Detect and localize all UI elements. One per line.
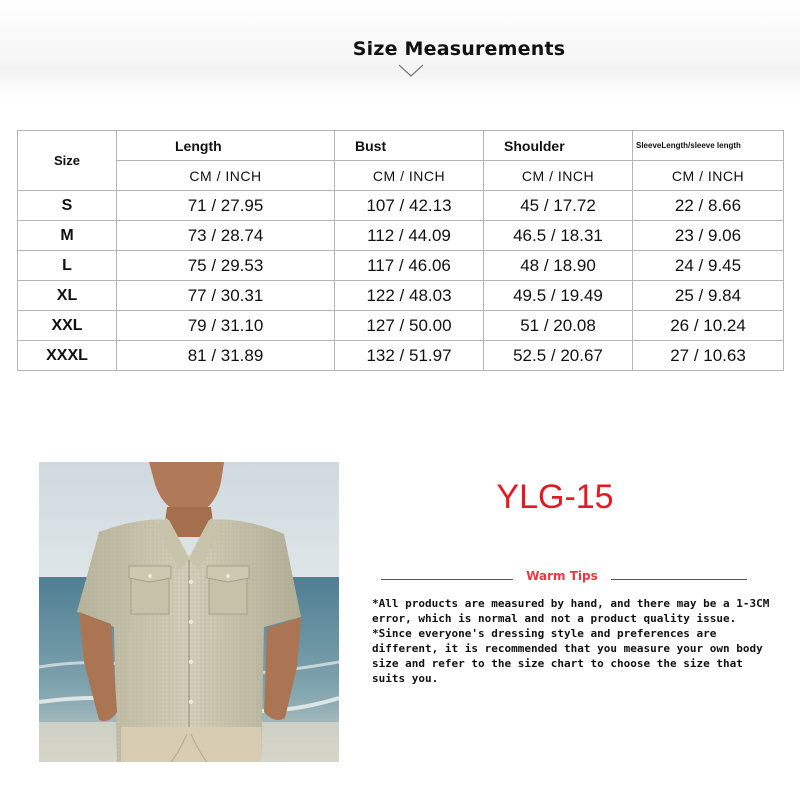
sleeve-cell: 27 / 10.63 <box>633 341 784 371</box>
column-header-bust: Bust <box>335 131 484 161</box>
table-row <box>18 281 784 311</box>
table-row <box>18 191 784 221</box>
sleeve-cell: 22 / 8.66 <box>633 191 784 221</box>
warm-tips-title: Warm Tips <box>526 569 598 583</box>
shoulder-cell: 51 / 20.08 <box>484 311 633 341</box>
chevron-down-icon <box>398 64 424 78</box>
length-cell: 77 / 30.31 <box>117 281 335 311</box>
table-header-row <box>18 131 784 161</box>
sleeve-cell: 26 / 10.24 <box>633 311 784 341</box>
size-header: Size <box>18 131 117 191</box>
size-chart-table <box>17 130 784 371</box>
bust-cell: 107 / 42.13 <box>335 191 484 221</box>
shoulder-cell: 45 / 17.72 <box>484 191 633 221</box>
bust-cell: 127 / 50.00 <box>335 311 484 341</box>
table-row <box>18 251 784 281</box>
unit-label: CM / INCH <box>117 161 335 191</box>
column-header-length: Length <box>117 131 335 161</box>
divider-right <box>611 579 747 580</box>
sleeve-cell: 24 / 9.45 <box>633 251 784 281</box>
bust-cell: 132 / 51.97 <box>335 341 484 371</box>
size-label: M <box>18 221 117 251</box>
sleeve-cell: 23 / 9.06 <box>633 221 784 251</box>
length-cell: 73 / 28.74 <box>117 221 335 251</box>
product-photo <box>39 462 339 762</box>
table-row <box>18 221 784 251</box>
length-cell: 75 / 29.53 <box>117 251 335 281</box>
model-code: YLG-15 <box>496 478 614 516</box>
length-cell: 79 / 31.10 <box>117 311 335 341</box>
size-label: S <box>18 191 117 221</box>
column-header-sleeve-length: SleeveLength/sleeve length <box>633 131 784 161</box>
length-cell: 71 / 27.95 <box>117 191 335 221</box>
warm-tips-text: *All products are measured by hand, and there may be a 1-3CM error, which is normal and not a product quality issue. *Since everyone's dressing style and preferences are different, it is recommended that you measure your own body size and refer to the size chart to choose the size that suits you. <box>372 597 770 685</box>
bust-cell: 117 / 46.06 <box>335 251 484 281</box>
table-row <box>18 311 784 341</box>
divider-left <box>381 579 513 580</box>
size-label: XL <box>18 281 117 311</box>
size-label: L <box>18 251 117 281</box>
unit-row <box>18 161 784 191</box>
column-header-shoulder: Shoulder <box>484 131 633 161</box>
unit-label: CM / INCH <box>484 161 633 191</box>
size-label: XXXL <box>18 341 117 371</box>
unit-label: CM / INCH <box>633 161 784 191</box>
shoulder-cell: 52.5 / 20.67 <box>484 341 633 371</box>
length-cell: 81 / 31.89 <box>117 341 335 371</box>
bust-cell: 112 / 44.09 <box>335 221 484 251</box>
unit-label: CM / INCH <box>335 161 484 191</box>
bust-cell: 122 / 48.03 <box>335 281 484 311</box>
shoulder-cell: 49.5 / 19.49 <box>484 281 633 311</box>
page-title: Size Measurements <box>352 38 566 60</box>
sleeve-cell: 25 / 9.84 <box>633 281 784 311</box>
shoulder-cell: 46.5 / 18.31 <box>484 221 633 251</box>
shoulder-cell: 48 / 18.90 <box>484 251 633 281</box>
size-label: XXL <box>18 311 117 341</box>
table-row <box>18 341 784 371</box>
